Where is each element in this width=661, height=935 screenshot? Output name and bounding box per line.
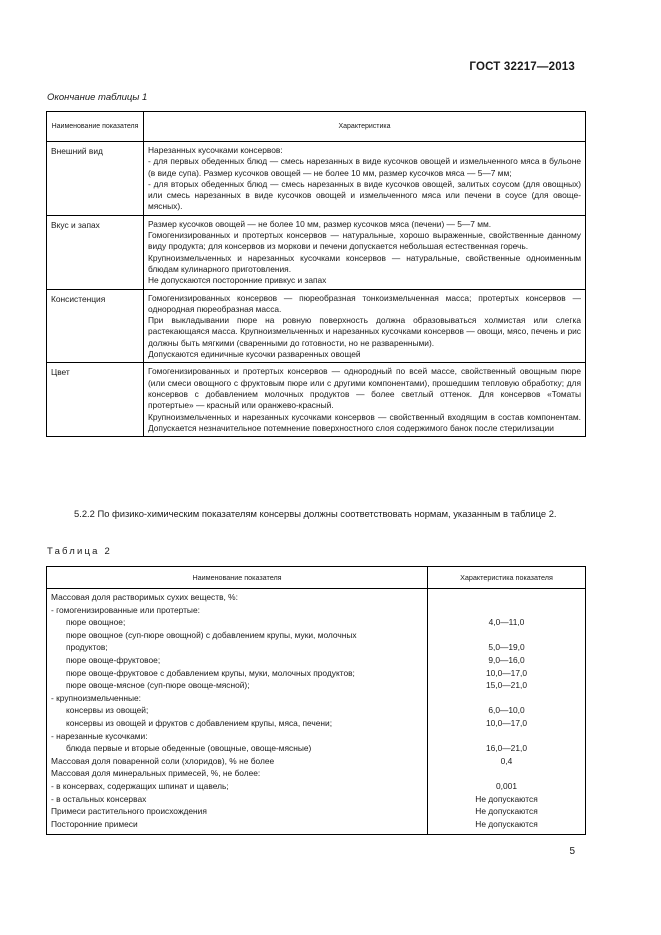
table-row bbox=[47, 142, 586, 216]
table2-row-value: 0,001 bbox=[496, 780, 517, 791]
table1-col1-label: Наименование показателя bbox=[51, 123, 139, 130]
table1 bbox=[46, 111, 586, 437]
table2 bbox=[46, 566, 586, 835]
row-line: При выкладывании пюре на ровную поверхность должна образовываться холмистая или слегка растекающаяся масса. Крупноизмельченных и нарезанных кусочками консервов — овощи, мясо, печень и рис должны быть мягкими (сваренными до готовности, но не разваренными). bbox=[148, 315, 581, 348]
row-label: Внешний вид bbox=[47, 142, 144, 216]
row-line: - для вторых обеденных блюд — смесь нарезанных в виде кусочков овощей, залитых соусом (для овощных) или смесь нарезанных в виде кусочков овощей и измельченного мяса или печени в соусе (для овоще-мясных). bbox=[148, 178, 581, 212]
row-label: Консистенция bbox=[47, 289, 144, 363]
table1-header-row bbox=[47, 112, 586, 142]
row-line: Нарезанных кусочками консервов: bbox=[148, 145, 283, 155]
document-standard-number: ГОСТ 32217—2013 bbox=[469, 61, 575, 73]
table-row bbox=[47, 215, 586, 289]
table-row bbox=[47, 289, 586, 363]
table2-row-value: 6,0—10,0 bbox=[488, 705, 525, 716]
table2-row-value: 10,0—17,0 bbox=[486, 717, 527, 728]
table1-caption: Окончание таблицы 1 bbox=[47, 92, 148, 103]
table2-row-value: 16,0—21,0 bbox=[486, 743, 527, 754]
table2-col-value-header: Характеристика показателя bbox=[428, 567, 586, 589]
table2-row-value bbox=[432, 768, 581, 781]
row-label: Цвет bbox=[47, 363, 144, 437]
table2-row-name: - в остальных консервах bbox=[51, 793, 147, 804]
table2-row-name: пюре овощное (суп-пюре овощной) с добавлением крупы, муки, молочных bbox=[66, 629, 357, 640]
row-line: - для первых обеденных блюд — смесь нарезанных в виде кусочков овощей и измельченного мяса в бульоне (в виде супа). Размер кусочков овощей — не более 10 мм, размер кусочков мяса — 5—7 мм; bbox=[148, 156, 581, 178]
row-text bbox=[144, 363, 586, 437]
table2-row-name: - крупноизмельченные: bbox=[51, 692, 141, 703]
table2-row-value: 0,4 bbox=[500, 755, 513, 766]
table2-row-name: блюда первые и вторые обеденные (овощные, овоще-мясные) bbox=[66, 743, 312, 754]
table2-row-value: 5,0—19,0 bbox=[488, 642, 525, 653]
table2-row-name: - нарезанные кусочками: bbox=[51, 730, 148, 741]
row-line: Размер кусочков овощей — не более 10 мм, размер кусочков мяса (печени) — 5—7 мм. bbox=[148, 218, 492, 229]
table2-row-name: - в консервах, содержащих шпинат и щавель; bbox=[51, 780, 229, 791]
row-label: Вкус и запах bbox=[47, 215, 144, 289]
table2-row-name: - гомогенизированные или протертые: bbox=[51, 604, 200, 615]
table2-row-value bbox=[432, 731, 581, 744]
row-line: Гомогенизированных и протертых консервов — натуральные, хорошо выраженные, свойственные данному виду продукта; для консервов из моркови и печени допускается небольшая естественная горечь. bbox=[148, 230, 581, 252]
table2-names-cell bbox=[47, 589, 428, 835]
table2-row-name: Примеси растительного происхождения bbox=[51, 806, 207, 817]
row-text bbox=[144, 142, 586, 216]
table-row bbox=[47, 363, 586, 437]
table2-row-name: Массовая доля поваренной соли (хлоридов), % не более bbox=[51, 755, 275, 766]
table2-row-value: 9,0—16,0 bbox=[488, 654, 525, 665]
table2-col-name-header: Наименование показателя bbox=[47, 567, 428, 589]
table2-row-name: пюре овощное; bbox=[66, 617, 126, 628]
table2-row-value: Не допускаются bbox=[475, 806, 538, 817]
row-text bbox=[144, 215, 586, 289]
table2-row-value: 10,0—17,0 bbox=[486, 667, 527, 678]
page-number: 5 bbox=[569, 846, 575, 857]
row-line: Гомогенизированных и протертых консервов — однородный по всей массе, свойственный овощным пюре (или смеси овощного с фруктовым пюре или с другими компонентами), прошедшим тепловую обработку; для консервов с добавлением молочных продуктов — более светлый оттенок. Для консервов «Томаты протертые» — красный или оранжево-красный. bbox=[148, 366, 581, 411]
table2-row-name: продуктов; bbox=[66, 642, 108, 653]
table2-row-name: Посторонние примеси bbox=[51, 818, 138, 829]
row-line: Крупноизмельченных и нарезанных кусочками консервов — свойственный входящим в состав компонентам. Допускается незначительное потемнение поверхностного слоя содержимого банок после стерилизации bbox=[148, 411, 581, 433]
table2-header-row bbox=[47, 567, 586, 589]
paragraph-5-2-2: 5.2.2 По физико-химическим показателям консервы должны соответствовать нормам, указанным в таблице 2. bbox=[74, 508, 557, 519]
table2-row-name: пюре овоще-фруктовое с добавлением крупы, муки, молочных продуктов; bbox=[66, 667, 355, 678]
table2-row-value bbox=[432, 630, 581, 643]
table2-row-value: 4,0—11,0 bbox=[488, 617, 525, 628]
table2-row-value: Не допускаются bbox=[475, 818, 538, 829]
table1-col-char-header: Характеристика bbox=[144, 112, 586, 142]
table2-row-value: Не допускаются bbox=[475, 793, 538, 804]
table2-row-value bbox=[432, 592, 581, 605]
table2-values-cell bbox=[428, 589, 586, 835]
table2-row-name: консервы из овощей; bbox=[66, 705, 149, 716]
table2-row-name: консервы из овощей и фруктов с добавлением крупы, мяса, печени; bbox=[66, 717, 333, 728]
table2-row-name: пюре овоще-мясное (суп-пюре овоще-мясной); bbox=[66, 680, 250, 691]
table2-row-value bbox=[432, 605, 581, 618]
table2-row-value bbox=[432, 693, 581, 706]
row-line: Допускаются единичные кусочки разваренных овощей bbox=[148, 349, 361, 360]
table2-row-name: Массовая доля минеральных примесей, %, не более: bbox=[51, 768, 261, 779]
row-line: Гомогенизированных консервов — пюреобразная тонкоизмельченная масса; протертых консервов — однородная пюреобразная масса. bbox=[148, 292, 581, 314]
row-line: Крупноизмельченных и нарезанных кусочками консервов — натуральные, свойственные одноименным блюдам кулинарного приготовления. bbox=[148, 252, 581, 274]
table2-caption: Таблица 2 bbox=[47, 546, 112, 557]
table2-row-name: пюре овоще-фруктовое; bbox=[66, 654, 161, 665]
table1-col-name-header bbox=[47, 112, 144, 142]
table2-row-value: 15,0—21,0 bbox=[486, 680, 527, 691]
row-text bbox=[144, 289, 586, 363]
table2-row-name: Массовая доля растворимых сухих веществ, %: bbox=[51, 592, 238, 602]
row-line: Не допускаются посторонние привкус и запах bbox=[148, 275, 327, 286]
table2-body bbox=[47, 589, 586, 835]
